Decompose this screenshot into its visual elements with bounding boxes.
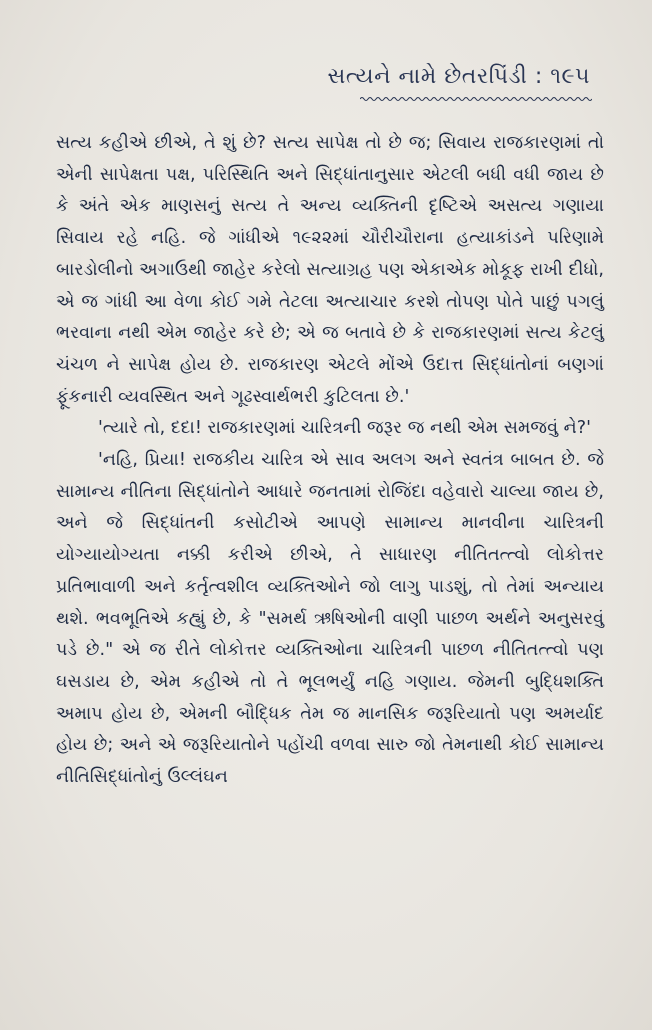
paragraph-2: 'ત્યારે તો, દદા! રાજકારણમાં ચારિત્રની જરૂર જ નથી એમ સમજવું ને?' bbox=[98, 418, 591, 439]
running-head: સત્યને નામે છેતરપિંડી : ૧૯૫ bbox=[327, 64, 590, 89]
paragraph-3: 'નહિ, પ્રિયા! રાજકીય ચારિત્ર એ સાવ અલગ અને સ્વતંત્ર બાબત છે. જે સામાન્ય નીતિના સિદ્ધાંતોને આધારે જનતામાં રોજિંદા વહેવારો ચાલ્યા જાય છે, અને જે સિદ્ધાંતની કસોટીએ આપણે સામાન્ય માનવીના ચારિત્રની યોગ્યાયોગ્યતા નક્કી કરીએ છીએ, તે સાધારણ નીતિતત્ત્વો લોકોત્તર પ્રતિભાવાળી અને કર્તૃત્વશીલ વ્યક્તિઓને જો લાગુ પાડશું, તો તેમાં અન્યાય થશે. ભવભૂતિએ કહ્યું છે, કે "સમર્થ ઋષિઓની વાણી પાછળ અર્થને અનુસરવું પડે છે." એ જ રીતે લોકોત્તર વ્યક્તિઓના ચારિત્રની પાછળ નીતિતત્ત્વો પણ ઘસડાય છે, એમ કહીએ તો તે ભૂલભર્યું નહિ ગણાય. જેમની બુદ્ધિશક્તિ અમાપ હોય છે, એમની બૌદ્ધિક તેમ જ માનસિક જરૂરિયાતો પણ અમર્યાદ હોય છે; અને એ જરૂરિયાતોને પહોંચી વળવા સારુ જો તેમનાથી કોઈ સામાન્ય નીતિસિદ્ધાંતોનું ઉલ્લંઘન bbox=[56, 450, 604, 788]
paragraph-1: સત્ય કહીએ છીએ, તે શું છે? સત્ય સાપેક્ષ તો છે જ; સિવાય રાજકારણમાં તો એની સાપેક્ષતા પક્ષ, પરિસ્થિતિ અને સિદ્ધાંતાનુસાર એટલી બધી વધી જાય છે કે અંતે એક માણસનું સત્ય તે અન્ય વ્યક્તિની દૃષ્ટિએ અસત્ય ગણાયા સિવાય રહે નહિ. જે ગાંધીએ ૧૯૨૨માં ચૌરીચૌરાના હત્યાકાંડને પરિણામે બારડોલીનો અગાઉથી જાહેર કરેલો સત્યાગ્રહ પણ એકાએક મોકૂફ રાખી દીધો, એ જ ગાંધી આ વેળા કોઈ ગમે તેટલા અત્યાચાર કરશે તોપણ પોતે પાછું પગલું ભરવાના નથી એમ જાહેર કરે છે; એ જ બતાવે છે કે રાજકારણમાં સત્ય કેટલું ચંચળ ને સાપેક્ષ હોય છે. રાજકારણ એટલે મોંએ ઉદાત્ત સિદ્ધાંતોનાં બણગાં ફૂંકનારી વ્યવસ્થિત અને ગૂઢસ્વાર્થભરી કુટિલતા છે.' bbox=[56, 133, 604, 407]
body-text bbox=[56, 128, 604, 794]
wavy-rule-ornament bbox=[360, 96, 592, 102]
